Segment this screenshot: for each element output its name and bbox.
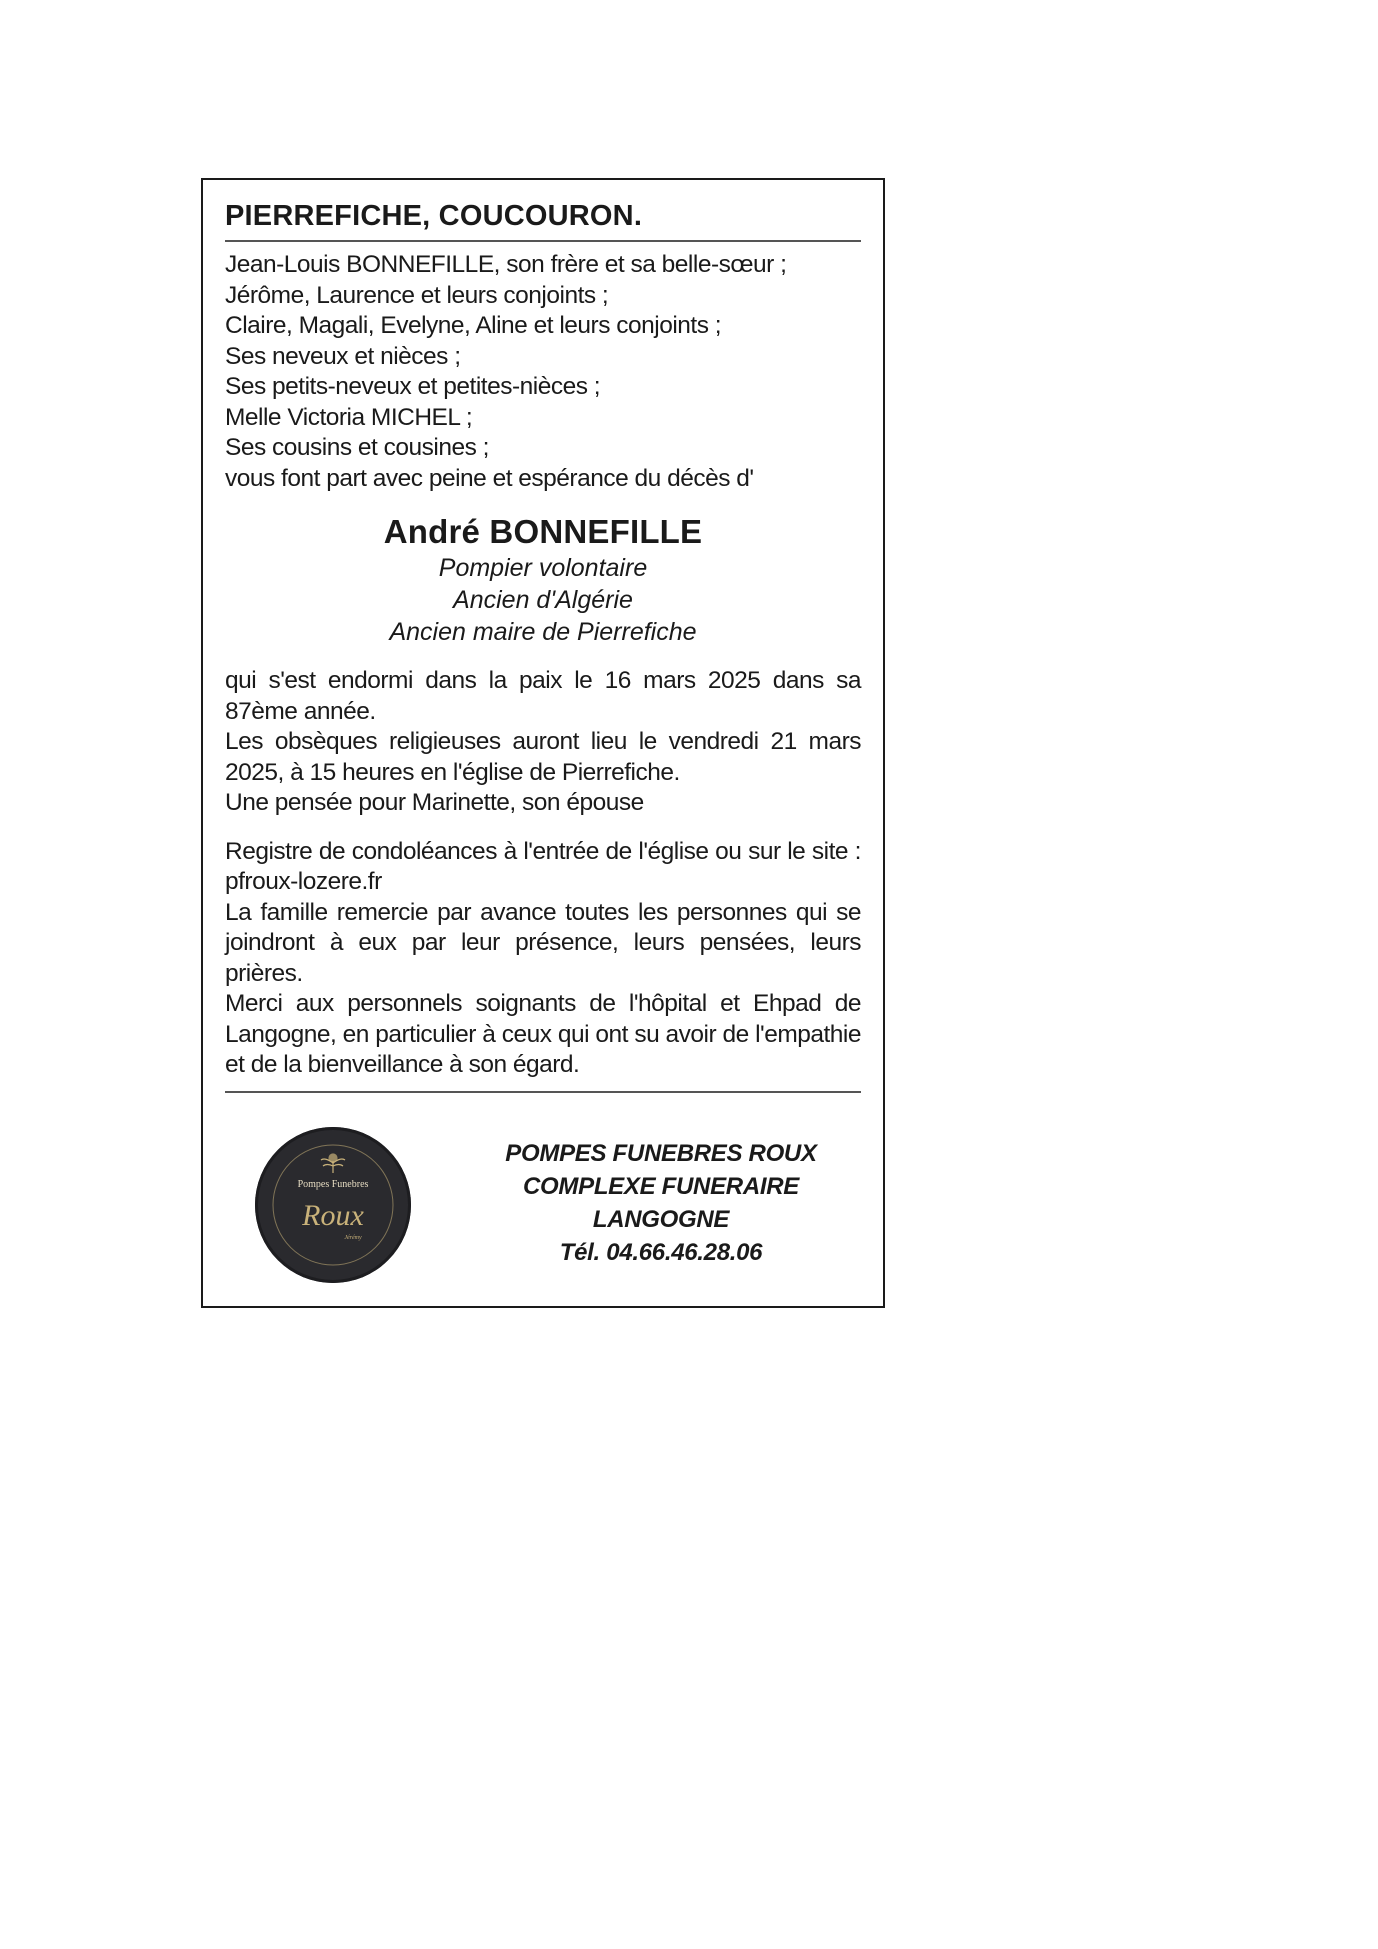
family-line: Ses cousins et cousines ; (225, 434, 489, 461)
funeral-home-phone: Tél. 04.66.46.28.06 (559, 1238, 763, 1266)
funeral-home-details (461, 1137, 861, 1269)
funeral-text: Les obsèques religieuses auront lieu le vendredi 21 mars 2025, à 15 heures en l'église de Pierrefiche. (225, 728, 861, 786)
deceased-name: André BONNEFILLE (383, 513, 703, 550)
family-line: vous font part avec peine et espérance du décès d' (225, 464, 754, 492)
closing-remarks (225, 837, 861, 1081)
funeral-home-footer (225, 1093, 861, 1273)
death-text: qui s'est endormi dans la paix le 16 mars 2025 dans sa 87ème année. (225, 667, 861, 725)
family-line: Claire, Magali, Evelyne, Aline et leurs conjoints ; (225, 312, 722, 339)
thanks-text: La famille remercie par avance toutes les personnes qui se joindront à eux par leur présence, leurs pensées, leurs prières. (225, 898, 861, 987)
family-line: Jérôme, Laurence et leurs conjoints ; (225, 281, 609, 309)
funeral-home-logo (255, 1127, 411, 1283)
notice-place-heading: PIERREFICHE, COUCOURON. (225, 200, 643, 232)
family-line: Ses petits-neveux et petites-nièces ; (225, 373, 601, 400)
family-list (225, 250, 861, 494)
family-line: Melle Victoria MICHEL ; (225, 403, 473, 431)
deceased-title: Pompier volontaire (438, 554, 648, 582)
obituary-notice (201, 178, 885, 1308)
deceased-title: Ancien d'Algérie (453, 586, 633, 614)
care-thanks-text: Merci aux personnels soignants de l'hôpital et Ehpad de Langogne, en particulier à ceux qui ont su avoir de l'empathie et de la bienveillance à son égard. (225, 990, 861, 1078)
funeral-home-name: POMPES FUNEBRES ROUX (505, 1139, 817, 1167)
deceased-block (225, 512, 861, 648)
funeral-details (225, 666, 861, 819)
tree-icon (321, 1154, 345, 1173)
logo-top-text: Pompes Funebres (297, 1178, 369, 1190)
deceased-title: Ancien maire de Pierrefiche (389, 618, 697, 646)
thought-text: Une pensée pour Marinette, son épouse (225, 789, 644, 816)
logo-small-text: Jérémy (344, 1234, 362, 1241)
funeral-home-logo-graphic (255, 1127, 411, 1283)
family-line: Ses neveux et nièces ; (225, 342, 461, 370)
registry-text: Registre de condoléances à l'entrée de l'église ou sur le site : pfroux-lozere.fr (225, 837, 861, 895)
family-line: Jean-Louis BONNEFILLE, son frère et sa belle-sœur ; (225, 251, 787, 278)
funeral-home-complex: COMPLEXE FUNERAIRE LANGOGNE (523, 1172, 799, 1233)
logo-script-text: Roux (302, 1198, 364, 1232)
top-divider (225, 240, 861, 242)
